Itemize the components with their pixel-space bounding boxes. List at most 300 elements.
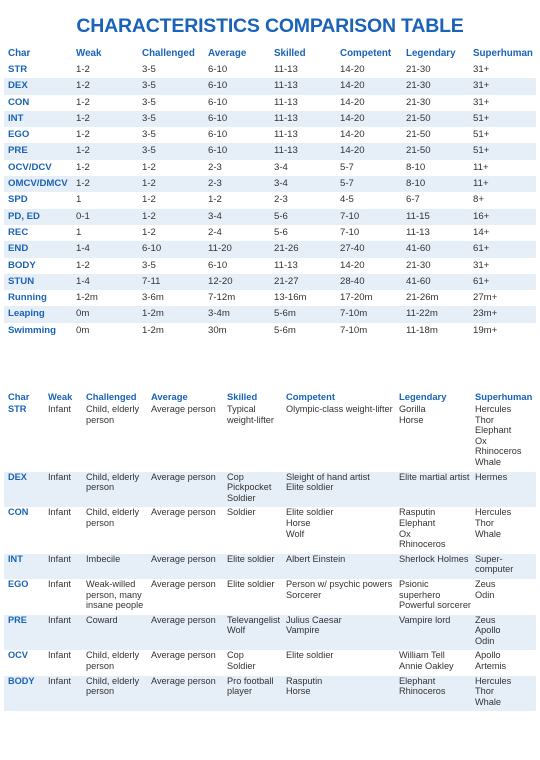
cell-line: Gorilla — [399, 404, 426, 414]
table-cell-weak — [44, 615, 82, 647]
table-cell: 14-20 — [340, 64, 365, 75]
table-cell: 1-2 — [72, 176, 138, 192]
cell-line: Horse — [399, 414, 424, 425]
column-header: Legendary — [399, 391, 447, 402]
cell-line: Thor — [475, 686, 494, 697]
cell-line: Zeus — [475, 578, 496, 589]
table-cell-superhuman — [471, 472, 536, 504]
table-cell: 3-5 — [142, 96, 156, 108]
table-cell: 30m — [208, 324, 227, 336]
spacer-cell — [147, 707, 223, 711]
table-cell-average — [147, 615, 223, 647]
page-title: CHARACTERISTICS COMPARISON TABLE — [76, 15, 464, 37]
row-label: PD, ED — [4, 209, 72, 225]
table-cell-legendary — [395, 676, 471, 708]
table-cell: 6-10 — [208, 64, 228, 75]
cell-line: Sleight of hand artist — [286, 471, 370, 482]
cell-line: person — [86, 661, 115, 672]
table-cell: 1-2 — [76, 64, 90, 75]
table-cell: 0-1 — [72, 209, 138, 225]
row-label: STR — [8, 404, 27, 414]
table-cell: 17-20m — [340, 292, 373, 304]
table-cell: 11-13 — [274, 64, 298, 75]
cell-line: Rhinoceros — [399, 539, 446, 550]
table-row — [4, 615, 536, 647]
cell-line: Odin — [475, 589, 495, 600]
table-cell-competent — [282, 554, 395, 575]
table-cell: 6-10 — [138, 241, 204, 257]
table-cell: 1-2 — [76, 129, 90, 141]
table-cell: 1-2 — [76, 96, 90, 108]
cell-line: Weak-willed — [86, 578, 136, 589]
column-header: Competent — [340, 48, 392, 59]
table-cell-legendary — [395, 554, 471, 575]
table-cell: 3-5 — [138, 78, 204, 94]
table-row — [4, 127, 536, 143]
cell-line: Odin — [475, 635, 495, 646]
cell-line: Rasputin — [399, 507, 436, 518]
cell-line: Infant — [48, 404, 71, 414]
table-cell-superhuman — [471, 554, 536, 575]
cell-line: William Tell — [399, 650, 445, 661]
table-cell-challenged — [82, 579, 147, 611]
table-cell-challenged — [82, 404, 147, 468]
row-label: OCV/DCV — [8, 161, 52, 173]
table-cell-competent — [282, 579, 395, 611]
table-cell-skilled — [223, 650, 282, 671]
cell-line: Soldier — [227, 492, 256, 503]
spacer-cell — [4, 707, 44, 711]
table-cell: 41-60 — [402, 274, 469, 290]
cell-line: Average person — [151, 614, 216, 625]
table-cell: 3-4m — [204, 306, 270, 322]
table-cell-challenged — [82, 472, 147, 504]
row-label: PRE — [4, 143, 72, 159]
cell-line: Whale — [475, 528, 502, 539]
cell-line: Horse — [286, 517, 311, 528]
table-cell: 7-10 — [340, 226, 360, 238]
table-cell: 11-20 — [204, 241, 270, 257]
cell-line: Soldier — [227, 661, 256, 672]
table-cell-average — [147, 472, 223, 504]
table-cell: 19m+ — [473, 324, 498, 336]
table-cell: 27-40 — [336, 241, 402, 257]
column-header: Superhuman — [473, 48, 533, 59]
table-cell: 0m — [76, 324, 90, 336]
cell-line: Coward — [86, 614, 118, 625]
cell-line: Elite soldier — [227, 578, 275, 589]
cell-line: person — [86, 414, 115, 425]
table-cell: 21-50 — [402, 111, 469, 127]
column-header: Challenged — [142, 48, 195, 59]
cell-line: Apollo — [475, 625, 501, 636]
table-cell-challenged — [82, 507, 147, 549]
cell-line: Typical — [227, 404, 256, 414]
table-cell-weak — [44, 676, 82, 708]
table-cell: 1-2m — [138, 306, 204, 322]
table-cell-skilled — [223, 554, 282, 575]
table-cell-challenged — [82, 554, 147, 575]
table-cell: 11-13 — [406, 226, 430, 238]
table-cell: 3-5 — [138, 143, 204, 159]
cell-line: Wolf — [227, 625, 246, 636]
table-cell: 1-2 — [138, 176, 204, 192]
table-cell: 1-2 — [72, 78, 138, 94]
table-cell-legendary — [395, 615, 471, 647]
table-cell-challenged — [82, 676, 147, 708]
table-cell: 3-5 — [142, 129, 156, 141]
row-label: OCV — [8, 650, 28, 661]
cell-line: Wolf — [286, 528, 305, 539]
table-row — [4, 95, 536, 111]
table-row — [4, 62, 536, 78]
cell-line: Average person — [151, 404, 216, 414]
table-cell-legendary — [395, 650, 471, 671]
table-cell: 5-6m — [274, 324, 296, 336]
table-cell-legendary — [395, 472, 471, 504]
cell-line: Average person — [151, 471, 216, 482]
table-cell-challenged — [82, 650, 147, 671]
cell-line: Whale — [475, 696, 502, 707]
table-cell-legendary — [395, 404, 471, 468]
cell-line: Ox — [399, 528, 411, 539]
table-cell: 14-20 — [340, 129, 365, 141]
table-cell-weak — [44, 554, 82, 575]
row-label: DEX — [4, 472, 44, 504]
table-row — [4, 143, 536, 159]
cell-line: Cop — [227, 471, 244, 482]
table-cell: 1-2m — [142, 324, 164, 336]
column-header: Char — [8, 391, 30, 402]
cell-line: Infant — [48, 578, 71, 589]
table-cell-superhuman — [471, 579, 536, 611]
table-cell: 1-2 — [76, 259, 90, 271]
table-row — [4, 192, 536, 208]
cell-line: Vampire — [286, 625, 320, 636]
table-cell: 11-22m — [402, 306, 469, 322]
table-cell-skilled — [223, 472, 282, 504]
cell-line: Whale — [475, 456, 502, 467]
table-cell: 1-2 — [142, 226, 156, 238]
table-cell-competent — [282, 404, 395, 468]
cell-line: Elephant — [475, 425, 512, 436]
table-cell-average — [147, 579, 223, 611]
cell-line: Psionic superhero — [399, 578, 441, 600]
table-cell: 21-30 — [402, 78, 469, 94]
cell-line: Sorcerer — [286, 589, 322, 600]
cell-line: Average person — [151, 675, 216, 686]
column-header: Challenged — [86, 391, 137, 402]
cell-line: Person w/ psychic powers — [286, 578, 393, 589]
row-label: CON — [8, 507, 29, 518]
table-row — [4, 507, 536, 549]
column-header: Superhuman — [475, 391, 533, 402]
column-header: Legendary — [406, 48, 456, 59]
table-cell: 14-20 — [340, 259, 365, 271]
column-header: Weak — [76, 48, 102, 59]
table-row — [4, 579, 536, 611]
cell-line: Infant — [48, 675, 71, 686]
table-cell: 11-18m — [406, 324, 438, 336]
table-cell: 3-4 — [270, 176, 336, 192]
cell-line: Olympic-class weight-lifter — [286, 404, 393, 414]
table-cell: 1-2 — [208, 194, 222, 206]
table-cell-superhuman — [471, 650, 536, 671]
cell-line: Infant — [48, 614, 71, 625]
table-cell: 31+ — [469, 78, 536, 94]
row-label: PRE — [4, 615, 44, 647]
cell-line: Televangelist — [227, 614, 281, 625]
table-cell: 12-20 — [204, 274, 270, 290]
table-row — [4, 160, 536, 176]
cell-line: Elephant — [399, 517, 436, 528]
spacer-cell — [282, 707, 395, 711]
table-cell: 3-5 — [138, 111, 204, 127]
table-cell-weak — [44, 507, 82, 549]
table-cell: 31+ — [473, 64, 490, 75]
table-cell: 1 — [76, 194, 82, 206]
cell-line: Rasputin — [286, 675, 323, 686]
table-cell-skilled — [223, 579, 282, 611]
table-cell-superhuman — [471, 404, 536, 468]
table-cell: 11-13 — [270, 78, 336, 94]
row-label: END — [4, 241, 72, 257]
table-cell-average — [147, 650, 223, 671]
table-cell-skilled — [223, 507, 282, 549]
row-label: BODY — [4, 676, 44, 708]
table-cell: 3-4 — [204, 209, 270, 225]
table-cell: 11-15 — [402, 209, 469, 225]
table-cell: 1-2 — [142, 194, 156, 206]
table-cell: 3-6m — [142, 292, 164, 304]
spacer-cell — [223, 707, 282, 711]
column-header: Average — [151, 391, 188, 402]
cell-line: insane people — [86, 600, 144, 611]
table-cell: 0m — [72, 306, 138, 322]
table-row — [4, 323, 536, 339]
table-cell: 6-10 — [204, 111, 270, 127]
row-label: Swimming — [8, 324, 56, 336]
table-cell-weak — [44, 472, 82, 504]
table-cell: 5-7 — [336, 176, 402, 192]
column-header: Weak — [48, 391, 73, 402]
table-row — [4, 650, 536, 671]
table-cell: 31+ — [473, 259, 490, 271]
spacer-cell — [82, 707, 147, 711]
cell-line: Average person — [151, 553, 216, 564]
cell-line: Super-computer — [475, 553, 514, 575]
table-cell: 6-10 — [208, 129, 228, 141]
table-cell: 4-5 — [340, 194, 354, 206]
cell-line: Apollo — [475, 650, 501, 661]
row-label: STR — [8, 64, 28, 75]
table-cell: 7-10m — [340, 324, 368, 336]
cell-line: Cop — [227, 650, 244, 661]
cell-line: Hermes — [475, 471, 508, 482]
table-cell: 28-40 — [336, 274, 402, 290]
table-cell: 8-10 — [406, 161, 426, 173]
cell-line: Infant — [48, 553, 71, 564]
column-header: Competent — [286, 391, 335, 402]
table-cell-weak — [44, 404, 82, 468]
table-cell: 13-16m — [274, 292, 307, 304]
column-header: Skilled — [227, 391, 258, 402]
table-cell: 1-2 — [142, 161, 156, 173]
table-cell: 11-13 — [274, 129, 298, 141]
row-label: BODY — [8, 259, 36, 271]
table-row — [4, 274, 536, 290]
table-cell: 21-30 — [406, 259, 431, 271]
table-cell: 11-13 — [270, 143, 336, 159]
row-label: INT — [4, 554, 44, 575]
table-cell: 2-3 — [208, 161, 222, 173]
table-cell: 3-5 — [142, 259, 156, 271]
cell-line: Infant — [48, 650, 71, 661]
cell-line: weight-lifter — [227, 414, 274, 425]
cell-line: Imbecile — [86, 553, 121, 564]
cell-line: Horse — [286, 686, 311, 697]
table-row — [4, 472, 536, 504]
cell-line: Child, elderly — [86, 404, 140, 414]
table-cell-weak — [44, 579, 82, 611]
table-row — [4, 306, 536, 322]
row-label: EGO — [8, 578, 29, 589]
row-label: Leaping — [4, 306, 72, 322]
table-cell-skilled — [223, 404, 282, 468]
table-cell: 1-2 — [72, 143, 138, 159]
table-row — [4, 209, 536, 225]
column-header: Char — [8, 48, 31, 59]
cell-line: person — [86, 517, 115, 528]
table-cell: 14-20 — [336, 143, 402, 159]
table-cell-superhuman — [471, 676, 536, 708]
table-cell: 51+ — [473, 129, 490, 141]
table-cell: 7-10 — [336, 209, 402, 225]
table-cell: 1-2m — [76, 292, 98, 304]
cell-line: Thor — [475, 517, 494, 528]
cell-line: Infant — [48, 471, 71, 482]
cell-line: Child, elderly — [86, 650, 140, 661]
column-header: Skilled — [274, 48, 306, 59]
table-cell: 51+ — [469, 111, 536, 127]
cell-line: Artemis — [475, 661, 507, 672]
cell-line: Elite soldier — [227, 553, 275, 564]
characteristics-ranges-table — [4, 46, 536, 339]
table-cell: 11-13 — [270, 111, 336, 127]
table-cell: 23m+ — [469, 306, 536, 322]
cell-line: Julius Caesar — [286, 614, 342, 625]
table-cell: 41-60 — [402, 241, 469, 257]
table-cell: 14-20 — [340, 96, 365, 108]
cell-line: Thor — [475, 414, 494, 425]
table-cell: 11+ — [469, 176, 536, 192]
spacer-cell — [44, 707, 82, 711]
row-label: OMCV/DMCV — [4, 176, 72, 192]
row-label: INT — [4, 111, 72, 127]
table-cell-competent — [282, 507, 395, 549]
cell-line: Zeus — [475, 614, 496, 625]
cell-line: Hercules — [475, 404, 512, 414]
table-cell: 21-26m — [406, 292, 439, 304]
table-cell-superhuman — [471, 507, 536, 549]
table-cell: 3-5 — [142, 64, 156, 75]
table-cell: 7-10m — [336, 306, 402, 322]
table-cell-skilled — [223, 615, 282, 647]
column-header: Average — [208, 48, 247, 59]
cell-line: person — [86, 686, 115, 697]
cell-line: Vampire lord — [399, 614, 451, 625]
table-cell: 14-20 — [336, 78, 402, 94]
cell-line: Elite soldier — [286, 507, 334, 518]
table-cell: 2-3 — [204, 176, 270, 192]
table-cell: 5-7 — [340, 161, 354, 173]
cell-line: Infant — [48, 507, 71, 518]
cell-line: Albert Einstein — [286, 553, 346, 564]
table-cell: 8-10 — [402, 176, 469, 192]
table-cell: 8+ — [473, 194, 484, 206]
cell-line: Average person — [151, 578, 216, 589]
table-cell: 1-2 — [72, 111, 138, 127]
table-cell-challenged — [82, 615, 147, 647]
table-cell-average — [147, 554, 223, 575]
table-cell: 2-4 — [208, 226, 222, 238]
table-cell: 6-10 — [208, 259, 228, 271]
table-cell: 6-10 — [204, 78, 270, 94]
table-cell: 5-6 — [274, 226, 288, 238]
cell-line: Elephant — [399, 675, 436, 686]
cell-line: Hercules — [475, 675, 512, 686]
cell-line: Ox — [475, 435, 487, 446]
table-cell-competent — [282, 472, 395, 504]
table-cell: 27m+ — [473, 292, 498, 304]
table-cell: 2-3 — [274, 194, 288, 206]
row-label: REC — [8, 226, 29, 238]
cell-line: Powerful sorcerer — [399, 600, 471, 611]
spacer-cell — [471, 707, 536, 711]
table-row — [4, 176, 536, 192]
table-cell: 16+ — [469, 209, 536, 225]
cell-line: Soldier — [227, 507, 256, 518]
cell-line: Average person — [151, 507, 216, 518]
table-cell: 61+ — [469, 241, 536, 257]
table-cell: 1 — [76, 226, 82, 238]
table-cell-competent — [282, 615, 395, 647]
cell-line: Rhinoceros — [475, 446, 522, 457]
row-label: Running — [8, 292, 47, 304]
table-cell-average — [147, 507, 223, 549]
table-cell: 21-26 — [270, 241, 336, 257]
table-cell: 21-27 — [270, 274, 336, 290]
row-label: EGO — [8, 129, 30, 141]
row-spacer — [4, 707, 536, 711]
table-cell-competent — [282, 676, 395, 708]
cell-line: player — [227, 686, 253, 697]
row-label: STUN — [4, 274, 72, 290]
table-cell: 6-10 — [204, 143, 270, 159]
table-cell: 11+ — [473, 161, 489, 173]
table-row — [4, 676, 536, 708]
table-row — [4, 241, 536, 257]
table-row — [4, 404, 536, 468]
table-cell: 6-10 — [208, 96, 228, 108]
table-cell: 1-2 — [138, 209, 204, 225]
table-cell: 21-50 — [402, 143, 469, 159]
cell-line: person, many — [86, 589, 142, 600]
cell-line: Pickpocket — [227, 482, 272, 493]
table-cell-competent — [282, 650, 395, 671]
table-cell-legendary — [395, 579, 471, 611]
table-cell: 1-4 — [72, 241, 138, 257]
